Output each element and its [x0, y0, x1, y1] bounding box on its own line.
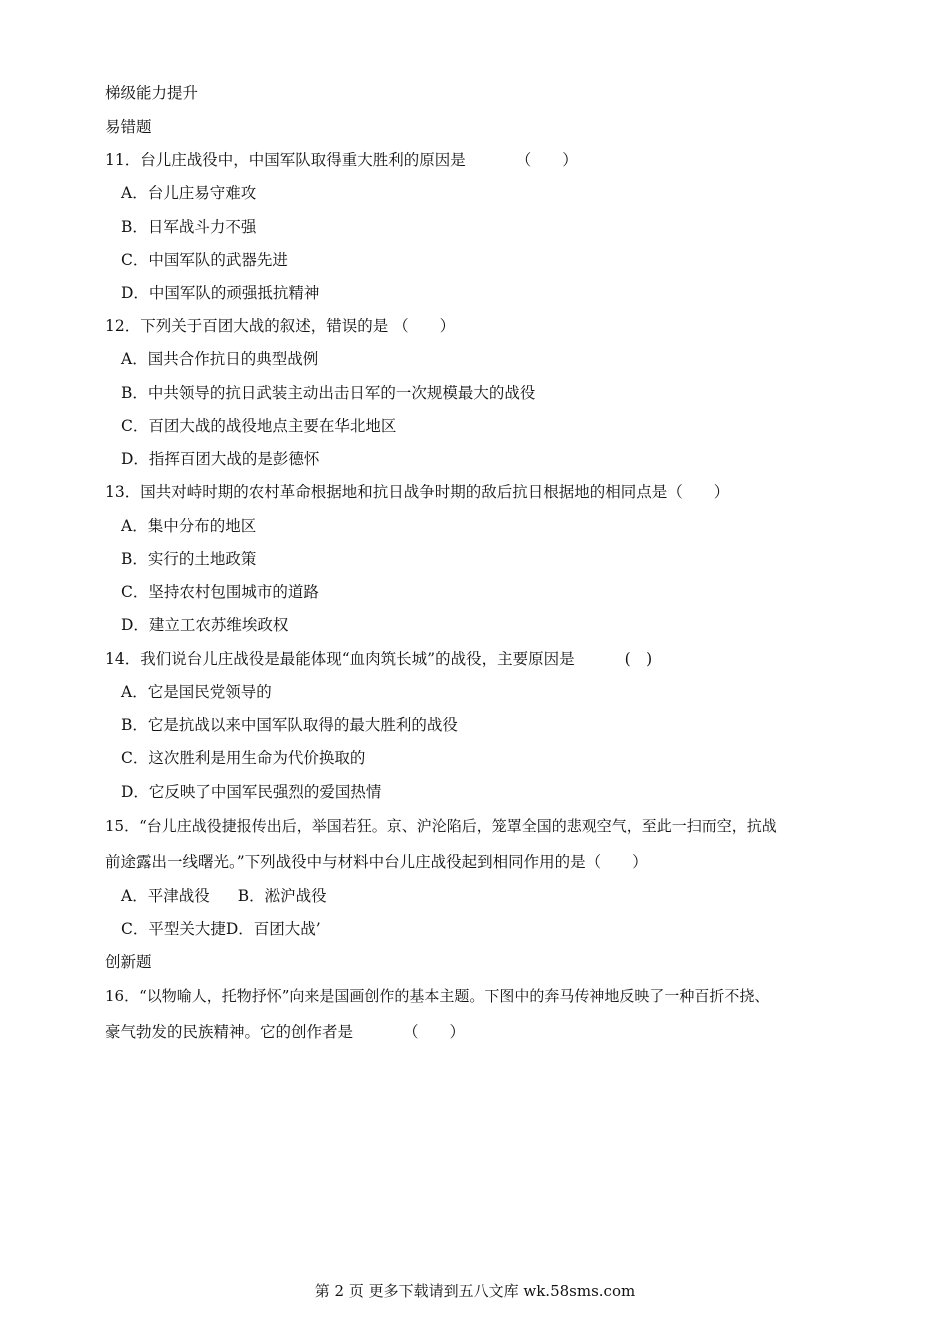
- question-14-option-c: C．这次胜利是用生命为代价换取的: [121, 749, 366, 767]
- page-footer: 第 2 页 更多下载请到五八文库 wk.58sms.com: [314, 1282, 636, 1300]
- question-15-options-row-1: [121, 885, 327, 907]
- question-13-stem: 13．国共对峙时期的农村革命根据地和抗日战争时期的敌后抗日根据地的相同点是（ ）: [105, 483, 730, 501]
- question-14-answer-paren: ( ): [624, 650, 653, 668]
- question-15-options-row-2: [121, 918, 321, 940]
- question-16-stem-line-1: 16．“以物喻人，托物抒怀”向来是国画创作的基本主题。下图中的奔马传神地反映了一种百折不挠、: [105, 987, 770, 1005]
- subsection-innovation: 创新题: [105, 953, 152, 971]
- question-16-text: 豪气勃发的民族精神。它的创作者是: [105, 1023, 354, 1041]
- question-13-option-b: B．实行的土地政策: [121, 550, 257, 568]
- question-15-stem-line-1: 15．“台儿庄战役捷报传出后，举国若狂。京、沪沦陷后，笼罩全国的悲观空气，至此一扫而空，抗战: [105, 817, 777, 835]
- question-13-option-a: A．集中分布的地区: [121, 517, 257, 535]
- question-11-option-b: B．日军战斗力不强: [121, 218, 257, 236]
- question-14-option-a: A．它是国民党领导的: [121, 683, 272, 701]
- question-12-option-d: D．指挥百团大战的是彭德怀: [121, 450, 320, 468]
- subsection-error-prone: 易错题: [105, 118, 152, 136]
- question-15-option-c: C．平型关大捷: [121, 920, 226, 938]
- question-15-stem-line-2: 前途露出一线曙光。”下列战役中与材料中台儿庄战役起到相同作用的是（ ）: [105, 853, 648, 871]
- question-11-option-c: C．中国军队的武器先进: [121, 251, 288, 269]
- question-14-text: 14．我们说台儿庄战役是最能体现“血肉筑长城”的战役，主要原因是: [105, 650, 575, 668]
- question-11-text: 11．台儿庄战役中，中国军队取得重大胜利的原因是: [105, 151, 466, 169]
- section-title: 梯级能力提升: [105, 84, 199, 102]
- question-13-option-d: D．建立工农苏维埃政权: [121, 616, 289, 634]
- question-11-option-a: A．台儿庄易守难攻: [121, 184, 257, 202]
- question-16-answer-paren: （ ）: [403, 1023, 466, 1041]
- question-12-option-b: B．中共领导的抗日武装主动出击日军的一次规模最大的战役: [121, 384, 536, 402]
- question-11-option-d: D．中国军队的顽强抵抗精神: [121, 284, 320, 302]
- question-15-option-a: A．平津战役: [121, 887, 210, 905]
- question-14-stem: [105, 648, 652, 670]
- question-12-stem: 12．下列关于百团大战的叙述，错误的是 （ ）: [105, 317, 456, 335]
- question-15-option-d: D．百团大战’: [225, 920, 321, 938]
- question-16-stem-line-2: [105, 1021, 465, 1043]
- question-11-stem: [105, 149, 578, 171]
- question-14-option-d: D．它反映了中国军民强烈的爱国热情: [121, 783, 382, 801]
- question-14-option-b: B．它是抗战以来中国军队取得的最大胜利的战役: [121, 716, 458, 734]
- question-12-option-a: A．国共合作抗日的典型战例: [121, 350, 319, 368]
- question-13-option-c: C．坚持农村包围城市的道路: [121, 583, 319, 601]
- question-15-option-b: B．淞沪战役: [237, 887, 327, 905]
- question-12-option-c: C．百团大战的战役地点主要在华北地区: [121, 417, 397, 435]
- question-11-answer-paren: （ ）: [515, 151, 578, 169]
